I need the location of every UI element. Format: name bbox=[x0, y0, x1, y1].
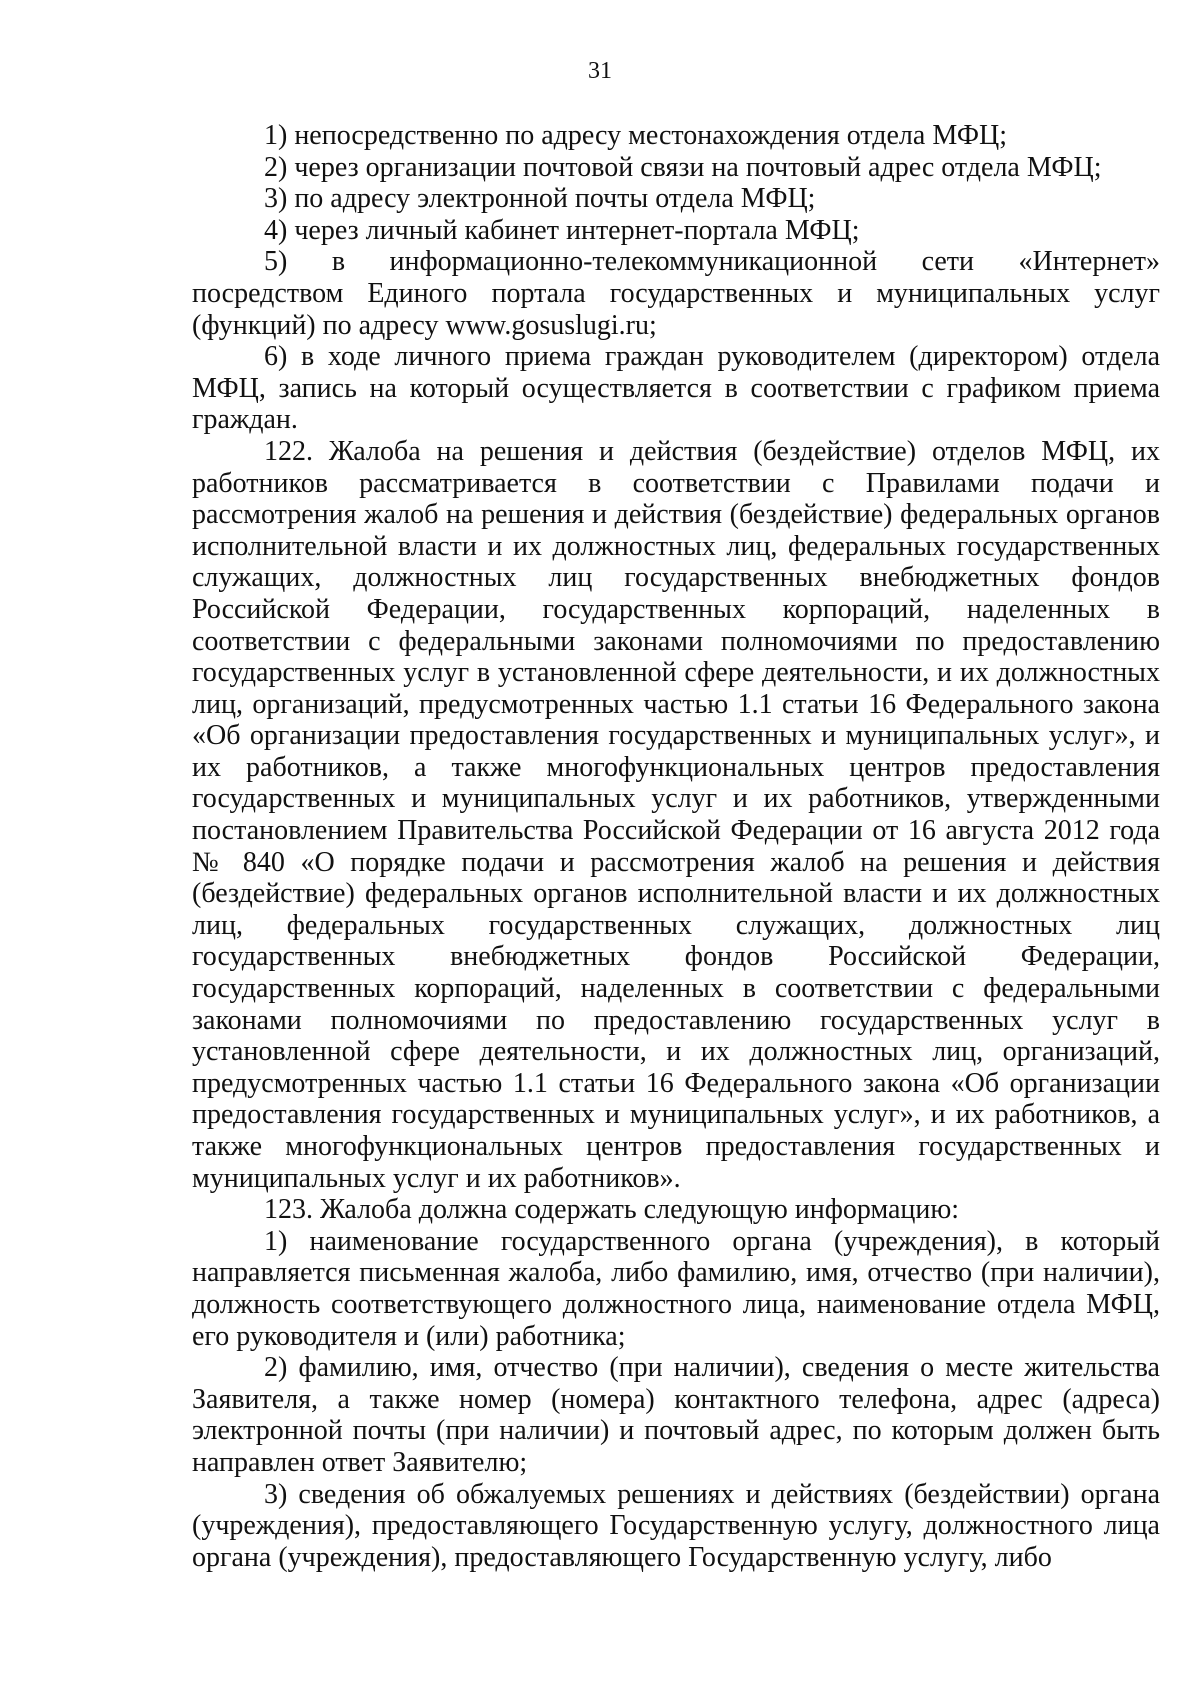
list-item-delivery-2: 2) через организации почтовой связи на почтовый адрес отдела МФЦ; bbox=[264, 151, 1102, 183]
list-item-complaint-1: 1) наименование государственного органа (учреждения), в который направляется письменная жалоба, либо фамилию, имя, отчество (при наличии), должность соответствующего должностного лица, наименование отдела МФЦ, его руководителя и (или) работника; bbox=[192, 1225, 1160, 1352]
paragraph-123: 123. Жалоба должна содержать следующую информацию: bbox=[264, 1194, 960, 1226]
list-item-delivery-1: 1) непосредственно по адресу местонахождения отдела МФЦ; bbox=[264, 120, 1007, 151]
document-body bbox=[192, 120, 1160, 1573]
list-item-complaint-2: 2) фамилию, имя, отчество (при наличии), сведения о месте жительства Заявителя, а также номер (номера) контактного телефона, адрес (адреса) электронной почты (при наличии) и почтовый адрес, по которым должен быть направлен ответ Заявителю; bbox=[192, 1352, 1160, 1478]
paragraph-122: 122. Жалоба на решения и действия (бездействие) отделов МФЦ, их работников рассматривается в соответствии с Правилами подачи и рассмотрения жалоб на решения и действия (бездействие) федеральных органов исполнительной власти и их должностных лиц, федеральных государственных служащих, должностных лиц государственных внебюджетных фондов Российской Федерации, государственных корпораций, наделенных в соответствии с федеральными законами полномочиями по предоставлению государственных услуг в установленной сфере деятельности, и их должностных лиц, организаций, предусмотренных частью 1.1 статьи 16 Федерального закона «Об организации предоставления государственных и муниципальных услуг», и их работников, а также многофункциональных центров предоставления государственных и муниципальных услуг и их работников, утвержденными постановлением Правительства Российской Федерации от 16 августа 2012 года № 840 «О порядке подачи и рассмотрения жалоб на решения и действия (бездействие) федеральных органов исполнительной власти и их должностных лиц, федеральных государственных служащих, должностных лиц государственных внебюджетных фондов Российской Федерации, государственных корпораций, наделенных в соответствии с федеральными законами полномочиями по предоставлению государственных услуг в установленной сфере деятельности, и их должностных лиц, организаций, предусмотренных частью 1.1 статьи 16 Федерального закона «Об организации предоставления государственных и муниципальных услуг», и их работников, а также многофункциональных центров предоставления государственных и муниципальных услуг и их работников». bbox=[192, 435, 1160, 1194]
page-number: 31 bbox=[588, 58, 612, 84]
list-item-delivery-6: 6) в ходе личного приема граждан руководителем (директором) отдела МФЦ, запись на который осуществляется в соответствии с графиком приема граждан. bbox=[192, 341, 1160, 436]
list-item-complaint-3: 3) сведения об обжалуемых решениях и действиях (бездействии) органа (учреждения), предоставляющего Государственную услугу, должностного лица органа (учреждения), предоставляющего Государственную услугу, либо bbox=[192, 1478, 1160, 1573]
list-item-delivery-4: 4) через личный кабинет интернет-портала МФЦ; bbox=[264, 214, 860, 246]
list-item-delivery-3: 3) по адресу электронной почты отдела МФЦ; bbox=[264, 183, 816, 215]
list-item-delivery-5: 5) в информационно-телекоммуникационной сети «Интернет» посредством Единого портала государственных и муниципальных услуг (функций) по адресу www.gosuslugi.ru; bbox=[192, 246, 1160, 341]
